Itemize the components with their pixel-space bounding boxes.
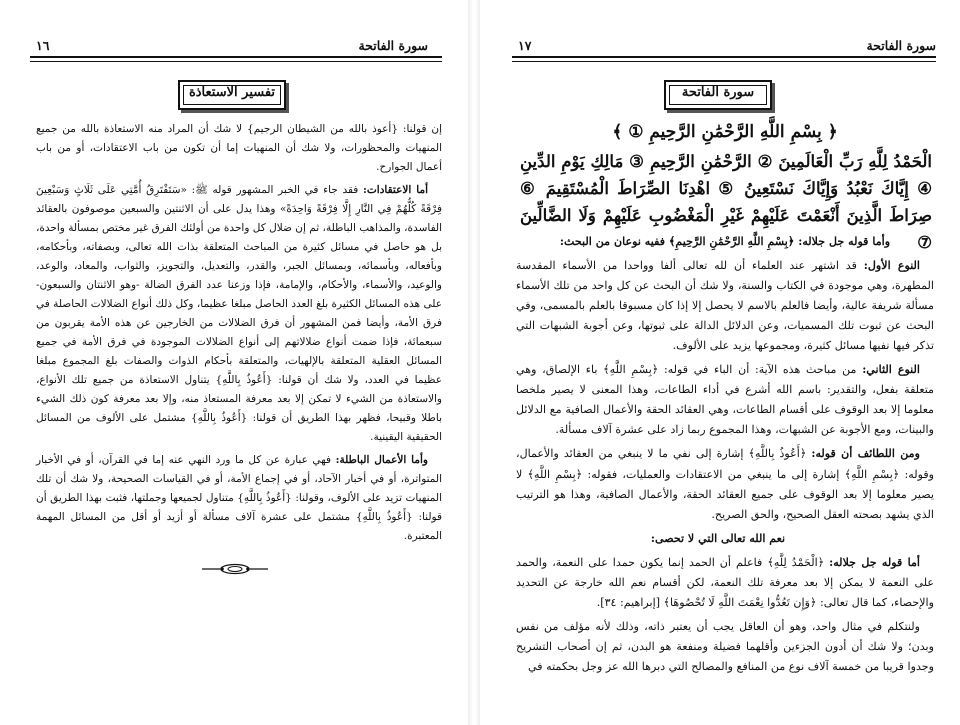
right-term-type-2: النوع الثاني:	[862, 363, 920, 377]
right-section-title: سورة الفاتحة	[681, 85, 755, 100]
left-running-title: سورة الفاتحة	[358, 38, 428, 53]
right-paragraph-5: ولنتكلم في مثال واحد، وهو أن العاقل يجب أن يعتبر ذاته، وذلك لأنه مؤلف من نفس وبدن؛ ولا شك أن أدون الجزءين وأقلهما فضيلة ومنفعة هو البدن، ثم إن أصحاب التشريح وجدوا قريبا من خمسة آلاف نوع من المنافع والمصالح التي دبرها الله عز وجل بحكمته في	[516, 619, 934, 673]
left-term-deeds: وأما الأعمال الباطلة:	[335, 454, 428, 466]
right-section-title-frame	[664, 80, 772, 110]
right-page-header	[480, 38, 960, 54]
right-page-body	[516, 232, 934, 681]
right-term-type-1: النوع الأول:	[863, 259, 921, 273]
section-end-ornament	[200, 562, 270, 576]
right-paragraph-4-text: ﴿الْحَمْدُ لِلَّهِ﴾ فاعلم أن الحمد إنما يكون حمدا على النعمة، والحمد على النعمة لا يمكن إلا بعد معرفة تلك النعمة، لكن أقسام نعم الله خارجة عن التحديد والإحصاء، كما قال تعالى: ﴿وَإِن تَعُدُّوا نِعْمَتَ اللَّهِ لَا تُحْصُوهَا﴾ [إبراهيم: ٣٤].	[516, 555, 934, 609]
right-paragraph-3	[516, 444, 934, 524]
right-term-subtleties: ومن اللطائف أن قوله:	[811, 447, 920, 461]
left-paragraph-1: إن قولنا: {أعوذ بالله من الشيطان الرجيم} لا شك أن المراد منه الاستعاذة بالله من جميع المنهيات والمحظورات، ولا شك أن المنهيات إما أن تكون من باب الاعتقادات، أو من باب أعمال الجوارح.	[36, 123, 443, 173]
basmala: ﴿ بِسْمِ اللَّهِ الرَّحْمَٰنِ الرَّحِيمِ ① ﴾	[612, 122, 838, 142]
right-page-number: ١٧	[518, 38, 532, 53]
left-header-rule	[30, 56, 442, 62]
surah-fatiha-text: الْحَمْدُ لِلَّهِ رَبِّ الْعَالَمِينَ ② الرَّحْمَٰنِ الرَّحِيمِ ③ مَالِكِ يَوْمِ الدِّينِ ④ إِيَّاكَ نَعْبُدُ وَإِيَّاكَ نَسْتَعِينُ ⑤ اهْدِنَا الصِّرَاطَ الْمُسْتَقِيمَ ⑥ صِرَاطَ الَّذِينَ أَنْعَمْتَ عَلَيْهِمْ غَيْرِ الْمَغْضُوبِ عَلَيْهِمْ وَلَا الضَّالِّينَ ⑦	[520, 152, 932, 252]
right-subheading-blessings: نعم الله تعالى التي لا تحصى:	[650, 531, 786, 545]
left-page	[0, 0, 468, 725]
right-paragraph-3-text: ﴿أَعُوذُ بِاللَّهِ﴾ إشارة إلى نفي ما لا ينبغي من العقائد والأعمال، وقوله: ﴿بِسْمِ اللَّهِ﴾ إشارة إلى ما ينبغي من الاعتقادات والعمليات، فقوله: ﴿بِسْمِ اللَّهِ﴾ لا يصير معلوما إلا بعد الوقوف على جميع العقائد الحقة، والأعمال الصافية، وهذا هو الترتيب الذي يشهد بصحته العقل الصحيح، والحق الصريح.	[516, 447, 934, 521]
left-paragraph-2	[36, 181, 442, 447]
left-paragraph-2-text: فقد جاء في الخبر المشهور قوله ﷺ: «سَتَفْتَرِقُ أُمَّتِي عَلَى ثَلَاثٍ وَسَبْعِينَ فِرْقَةً كُلُّهُمْ فِي النَّارِ إِلَّا فِرْقَةً وَاحِدَةً» وهذا يدل على أن الاثنتين والسبعين موصوفون بالعقائد الفاسدة، والمذاهب الباطلة، ثم إن ضلال كل واحدة من أولئك الفرق غير مختص بمسألة واحدة، بل هو حاصل في مسائل كثيرة من المباحث المتعلقة بذات الله تعالى، وبصفاته، وبأحكامه، وبأفعاله، وبأسمائه، وبمسائل الجبر، والقدر، والتعديل، والتجويز، والثواب، والمعاد، والوعد، والوعيد، والأسماء، والأحكام، والإمامة، فإذا وزعنا عدد الفرق الضالة -وهو الاثنتان والسبعون- على هذه المسائل الكثيرة بلغ العدد الحاصل مبلغا عظيما، وكل ذلك أنواع الضلالات الحاصلة في فرق الأمة، وأيضا فمن المشهور أن فرق الضلالات من الخارجين عن هذه الأمة يقربون من سبعمائة، فإذا ضمت أنواع ضلالاتهم إلى أنواع الضلالات الموجودة في فرق الأمة في جميع المسائل العقلية المتعلقة بالإلهيات، والمتعلقة بأحكام الذوات والصفات بلغ المجموع مبلغا عظيما في العدد، ولا شك أن قولنا: {أَعُوذُ بِاللَّهِ} يتناول الاستعاذة من جميع تلك الأنواع، والاستعاذة من الشيء لا تمكن إلا بعد معرفة المستعاذ منه، وإلا بعد معرفة كون ذلك الشيء باطلا وقبيحا، فظهر بهذا الطريق أن قولنا: {أَعُوذُ بِاللَّهِ} مشتمل على الألوف من المسائل الحقيقية اليقينية.	[36, 184, 442, 443]
book-gutter	[468, 0, 480, 725]
left-page-number: ١٦	[36, 38, 50, 53]
right-paragraph-2	[516, 360, 934, 440]
left-section-title: تفسير الاستعاذة	[188, 85, 276, 100]
right-paragraph-2-text: من مباحث هذه الآية: أن الباء في قوله: ﴿بِسْمِ اللَّهِ﴾ باء الإلصاق، وهي متعلقة بفعل، والتقدير: باسم الله أشرع في أداء الطاعات، وهذا المعنى لا يصير ملخصا معلوما إلا بعد الوقوف على أقسام الطاعات، وهي العقائد الحقة والأعمال الصافية مع الدلائل والبينات، ومع الأجوبة عن الشبهات، وهذا المجموع ربما زاد على عشرة آلاف مسألة.	[516, 363, 934, 437]
right-running-title: سورة الفاتحة	[866, 38, 936, 53]
right-header-rule	[512, 56, 936, 62]
left-paragraph-3	[36, 451, 442, 546]
right-paragraph-4	[516, 553, 934, 613]
left-paragraph-3-text: فهي عبارة عن كل ما ورد النهي عنه إما في القرآن، أو في الأخبار المتواترة، أو في أخبار الآحاد، أو في إجماع الأمة، أو في القياسات الصحيحة، ولا شك أن تلك المنهيات تزيد على الألوف، وقولنا: {أَعُوذُ بِاللَّهِ} متناول لجميعها وجملتها، فثبت بهذا الطريق أن قولنا: {أَعُوذُ بِاللَّهِ} مشتمل على عشرة آلاف مسألة أو أزيد أو أقل من المسائل المهمة المعتبرة.	[36, 454, 442, 542]
left-page-body	[36, 120, 442, 550]
left-page-header	[0, 38, 468, 54]
right-paragraph-1-text: قد اشتهر عند العلماء أن لله تعالى ألفا وواحدا من الأسماء المقدسة المطهرة، وهي موجودة في الكتاب والسنة، ولا شك أن البحث عن كل واحد من تلك الأسماء مسألة شريفة عالية، وأيضا فالعلم بالاسم لا يحصل إلا إذا كان مسبوقا بالعلم بالمسمى، وفي البحث عن ثبوت تلك المسميات، وعن الدلائل الدالة على ثبوتها، وعن أجوبة الشبهات التي تذكر فيها نفيها مسائل كثيرة، ومجموعها يزيد على الألوف.	[516, 259, 934, 353]
right-subheading-basmala: وأما قوله جل جلاله: ﴿بِسْمِ اللَّهِ الرَّحْمَٰنِ الرَّحِيمِ﴾ ففيه نوعان من البحث:	[559, 235, 891, 248]
right-page	[480, 0, 960, 725]
right-term-hamd: أما قوله جل جلاله:	[829, 555, 920, 569]
left-section-title-frame	[178, 80, 286, 110]
left-term-beliefs: أما الاعتقادات:	[363, 184, 428, 196]
right-paragraph-1	[516, 256, 934, 356]
